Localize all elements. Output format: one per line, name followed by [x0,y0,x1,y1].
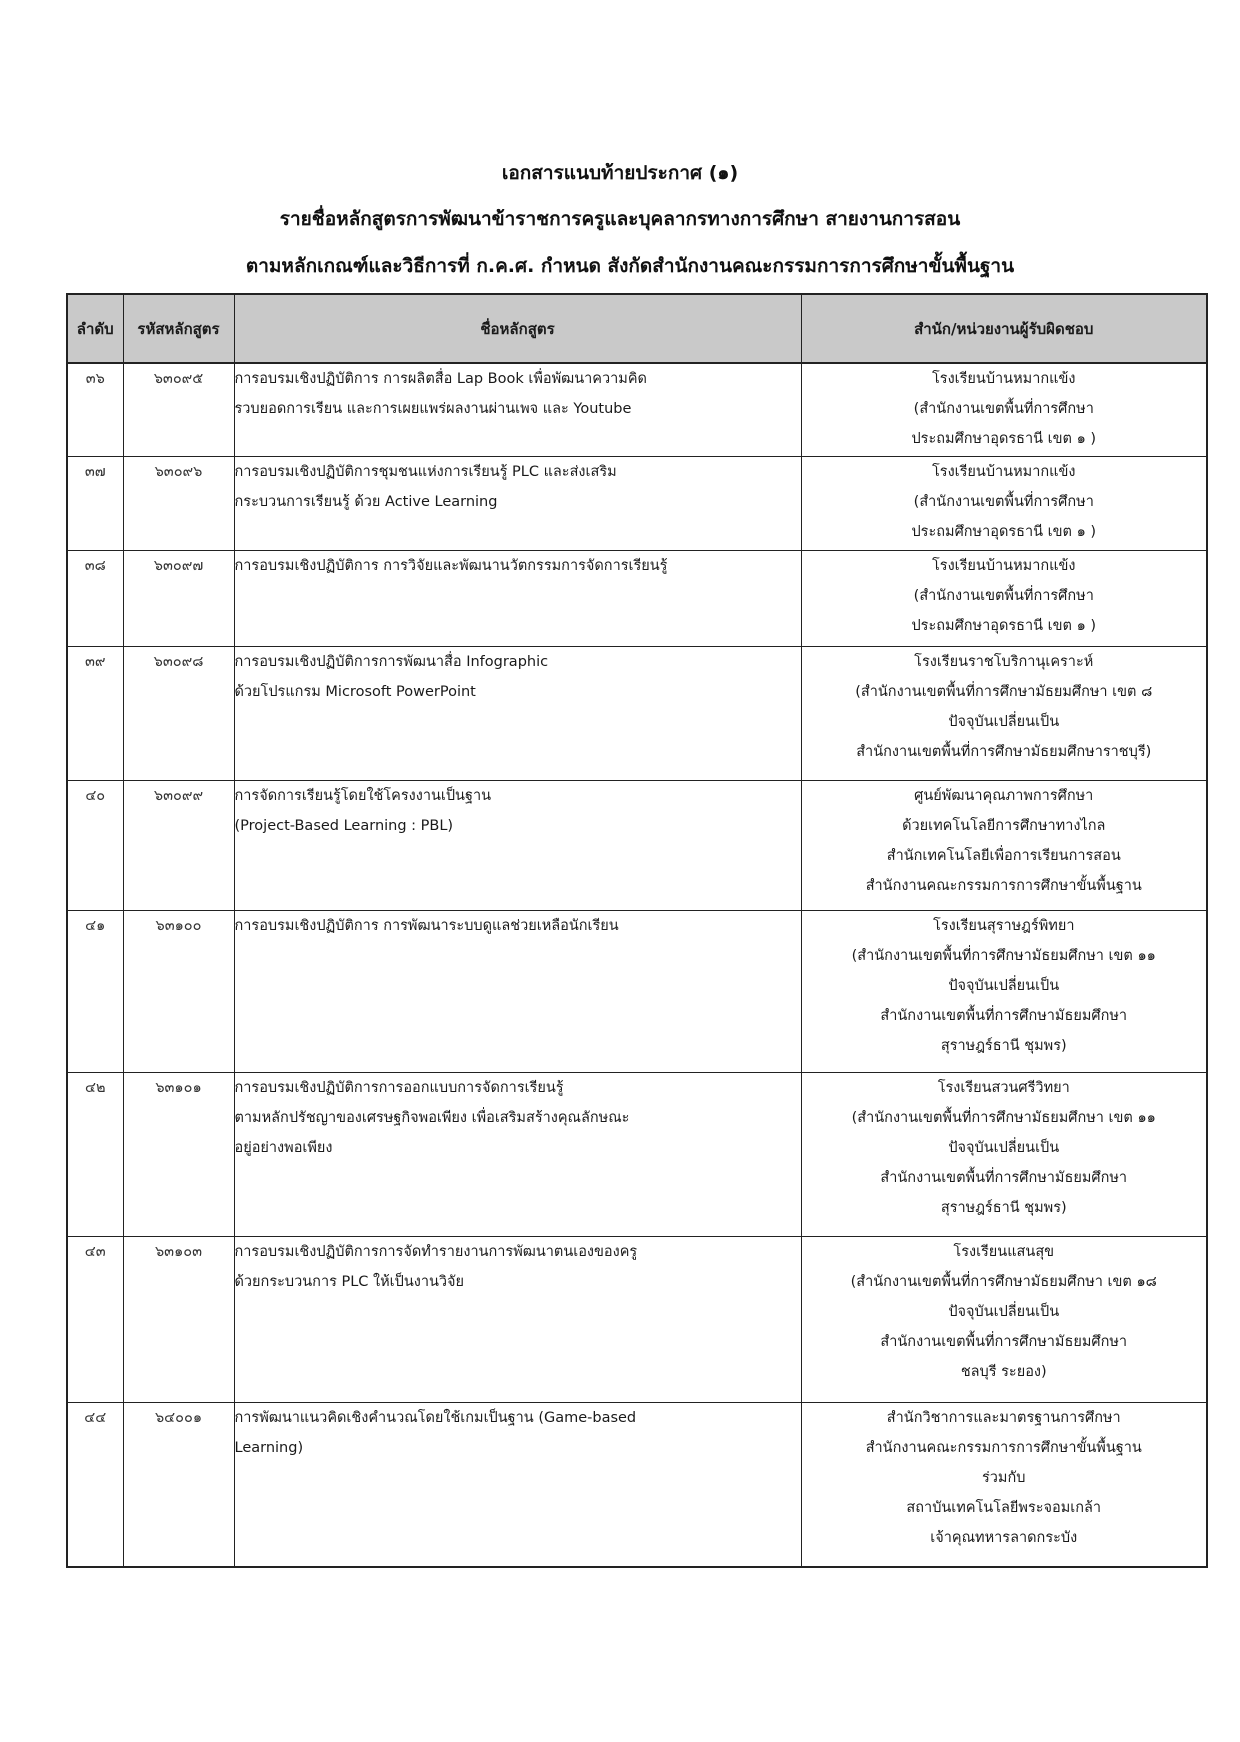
course-name-line: การอบรมเชิงปฏิบัติการการออกแบบการจัดการเรียนรู้ [234,1080,564,1096]
course-name-line: การอบรมเชิงปฏิบัติการ การวิจัยและพัฒนานวัตกรรมการจัดการเรียนรู้ [234,558,668,574]
course-name-line: ด้วยโปรแกรม Microsoft PowerPoint [234,684,476,700]
responsible-unit-line: (สำนักงานเขตพื้นที่การศึกษามัธยมศึกษา เขต ๑๘ [850,1274,1157,1290]
table-row [67,781,1207,911]
responsible-unit-line: สำนักเทคโนโลยีเพื่อการเรียนการสอน [886,848,1121,864]
cell-order: ๔๔ [67,1403,123,1568]
responsible-unit-line: สำนักงานเขตพื้นที่การศึกษามัธยมศึกษา [880,1008,1128,1024]
responsible-unit-line: โรงเรียนบ้านหมากแข้ง [932,558,1076,574]
cell-order: ๔๐ [67,781,123,911]
cell-course-code: ๖๓๐๙๗ [123,551,234,647]
course-name-line: รวบยอดการเรียน และการเผยแพร่ผลงานผ่านเพจ และ Youtube [234,401,632,417]
responsible-unit-line: สถาบันเทคโนโลยีพระจอมเกล้า [906,1500,1102,1516]
course-name-line: กระบวนการเรียนรู้ ด้วย Active Learning [234,494,498,510]
table-row [67,647,1207,781]
cell-course-code: ๖๓๐๙๕ [123,363,234,457]
responsible-unit-line: (สำนักงานเขตพื้นที่การศึกษามัธยมศึกษา เขต ๘ [855,684,1153,700]
header-responsible-unit: สำนัก/หน่วยงานผู้รับผิดชอบ [801,294,1207,363]
cell-course-name [234,781,801,911]
cell-responsible-unit [801,911,1207,1073]
cell-course-name [234,1403,801,1568]
course-name-line: ตามหลักปรัชญาของเศรษฐกิจพอเพียง เพื่อเสริมสร้างคุณลักษณะ [234,1110,630,1126]
responsible-unit-line: สำนักงานคณะกรรมการการศึกษาขั้นพื้นฐาน [865,878,1142,894]
responsible-unit-line: ปัจจุบันเปลี่ยนเป็น [948,714,1060,730]
cell-responsible-unit [801,457,1207,551]
responsible-unit-line: ชลบุรี ระยอง) [960,1364,1047,1380]
cell-responsible-unit [801,1073,1207,1237]
course-name-line: การอบรมเชิงปฏิบัติการ การพัฒนาระบบดูแลช่วยเหลือนักเรียน [234,918,619,934]
cell-order: ๓๘ [67,551,123,647]
cell-course-name [234,363,801,457]
table-row [67,1237,1207,1403]
cell-course-name [234,1237,801,1403]
header-course-name: ชื่อหลักสูตร [234,294,801,363]
cell-order: ๓๙ [67,647,123,781]
responsible-unit-line: สำนักงานเขตพื้นที่การศึกษามัธยมศึกษา [880,1170,1128,1186]
cell-responsible-unit [801,551,1207,647]
course-name-line: การอบรมเชิงปฏิบัติการ การผลิตสื่อ Lap Book เพื่อพัฒนาความคิด [234,371,647,387]
course-name-line: Learning) [234,1440,304,1456]
table-row [67,551,1207,647]
cell-course-code: ๖๓๑๐๐ [123,911,234,1073]
table-row [67,457,1207,551]
header-order: ลำดับ [67,294,123,363]
cell-order: ๔๒ [67,1073,123,1237]
course-name-line: การจัดการเรียนรู้โดยใช้โครงงานเป็นฐาน [234,788,492,804]
course-table [66,293,1208,1568]
cell-order: ๓๗ [67,457,123,551]
responsible-unit-line: โรงเรียนสวนศรีวิทยา [937,1080,1070,1096]
cell-responsible-unit [801,1403,1207,1568]
responsible-unit-line: ร่วมกับ [982,1470,1026,1486]
responsible-unit-line: ด้วยเทคโนโลยีการศึกษาทางไกล [902,818,1106,834]
course-name-line: การพัฒนาแนวคิดเชิงคำนวณโดยใช้เกมเป็นฐาน (Game-based [234,1410,637,1426]
cell-responsible-unit [801,363,1207,457]
responsible-unit-line: สำนักงานเขตพื้นที่การศึกษามัธยมศึกษาราชบุรี) [856,744,1152,760]
responsible-unit-line: โรงเรียนบ้านหมากแข้ง [932,371,1076,387]
responsible-unit-line: สุราษฎร์ธานี ชุมพร) [940,1038,1067,1054]
responsible-unit-line: ประถมศึกษาอุดรธานี เขต ๑ ) [911,431,1097,447]
cell-course-code: ๖๓๑๐๓ [123,1237,234,1403]
cell-course-code: ๖๓๐๙๙ [123,781,234,911]
table-body [67,363,1207,1567]
responsible-unit-line: (สำนักงานเขตพื้นที่การศึกษา [913,401,1094,417]
responsible-unit-line: ปัจจุบันเปลี่ยนเป็น [948,1304,1060,1320]
course-name-line: ด้วยกระบวนการ PLC ให้เป็นงานวิจัย [234,1274,465,1290]
responsible-unit-line: ประถมศึกษาอุดรธานี เขต ๑ ) [911,524,1097,540]
responsible-unit-line: โรงเรียนบ้านหมากแข้ง [932,464,1076,480]
responsible-unit-line: โรงเรียนราชโบริกานุเคราะห์ [914,654,1094,670]
responsible-unit-line: โรงเรียนสุราษฎร์พิทยา [933,918,1075,934]
table-row [67,1073,1207,1237]
cell-responsible-unit [801,1237,1207,1403]
course-name-line: อยู่อย่างพอเพียง [234,1140,333,1156]
course-name-line: การอบรมเชิงปฏิบัติการชุมชนแห่งการเรียนรู้ PLC และส่งเสริม [234,464,617,480]
cell-course-name [234,647,801,781]
cell-course-name [234,911,801,1073]
responsible-unit-line: ศูนย์พัฒนาคุณภาพการศึกษา [914,788,1094,804]
cell-course-name [234,551,801,647]
responsible-unit-line: ปัจจุบันเปลี่ยนเป็น [948,978,1060,994]
responsible-unit-line: (สำนักงานเขตพื้นที่การศึกษามัธยมศึกษา เขต ๑๑ [851,948,1156,964]
cell-order: ๓๖ [67,363,123,457]
responsible-unit-line: สำนักงานเขตพื้นที่การศึกษามัธยมศึกษา [880,1334,1128,1350]
table-row [67,911,1207,1073]
list-title: รายชื่อหลักสูตรการพัฒนาข้าราชการครูและบุคลากรทางการศึกษา สายงานการสอน [279,208,961,230]
table-row [67,1403,1207,1568]
cell-course-name [234,1073,801,1237]
cell-order: ๔๑ [67,911,123,1073]
criteria-title: ตามหลักเกณฑ์และวิธีการที่ ก.ค.ศ. กำหนด สังกัดสำนักงานคณะกรรมการการศึกษาขั้นพื้นฐาน [245,255,1015,277]
header-course-code: รหัสหลักสูตร [123,294,234,363]
responsible-unit-line: (สำนักงานเขตพื้นที่การศึกษา [913,588,1094,604]
responsible-unit-line: เจ้าคุณทหารลาดกระบัง [930,1530,1078,1546]
course-name-line: (Project-Based Learning : PBL) [234,818,454,834]
table-header-row [67,294,1207,363]
cell-course-code: ๖๓๑๐๑ [123,1073,234,1237]
cell-course-code: ๖๔๐๐๑ [123,1403,234,1568]
responsible-unit-line: สุราษฎร์ธานี ชุมพร) [940,1200,1067,1216]
responsible-unit-line: (สำนักงานเขตพื้นที่การศึกษามัธยมศึกษา เขต ๑๑ [851,1110,1156,1126]
responsible-unit-line: สำนักวิชาการและมาตรฐานการศึกษา [886,1410,1121,1426]
course-name-line: การอบรมเชิงปฏิบัติการการจัดทำรายงานการพัฒนาตนเองของครู [234,1244,638,1260]
responsible-unit-line: (สำนักงานเขตพื้นที่การศึกษา [913,494,1094,510]
cell-course-code: ๖๓๐๙๘ [123,647,234,781]
cell-order: ๔๓ [67,1237,123,1403]
attachment-title: เอกสารแนบท้ายประกาศ (๑) [501,162,739,184]
table-row [67,363,1207,457]
cell-responsible-unit [801,781,1207,911]
cell-course-name [234,457,801,551]
cell-course-code: ๖๓๐๙๖ [123,457,234,551]
course-name-line: การอบรมเชิงปฏิบัติการการพัฒนาสื่อ Infographic [234,654,549,670]
responsible-unit-line: โรงเรียนแสนสุข [953,1244,1055,1260]
responsible-unit-line: ปัจจุบันเปลี่ยนเป็น [948,1140,1060,1156]
cell-responsible-unit [801,647,1207,781]
responsible-unit-line: สำนักงานคณะกรรมการการศึกษาขั้นพื้นฐาน [865,1440,1142,1456]
responsible-unit-line: ประถมศึกษาอุดรธานี เขต ๑ ) [911,618,1097,634]
